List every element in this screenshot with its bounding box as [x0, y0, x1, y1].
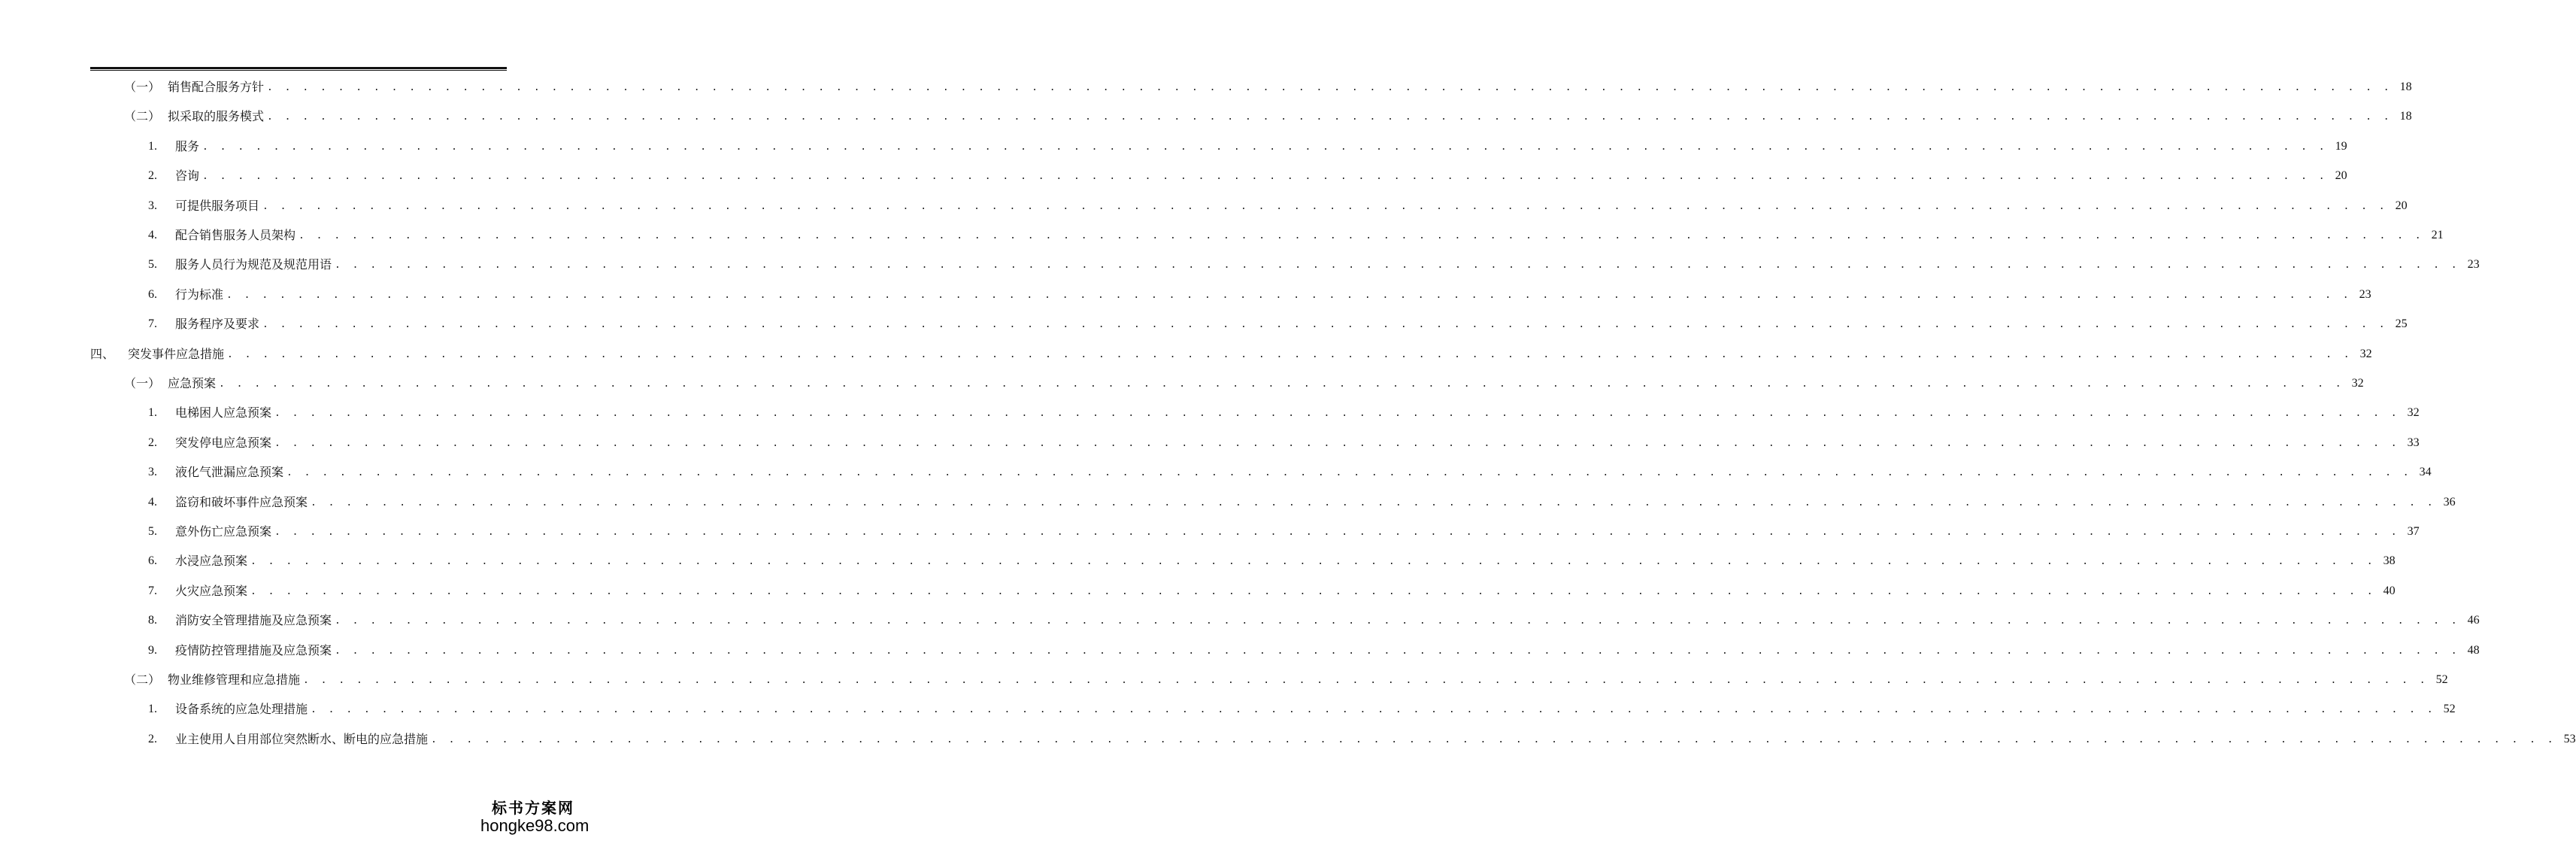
toc-entry-title: 配合销售服务人员架构	[175, 228, 296, 242]
toc-entry[interactable]	[148, 398, 2420, 427]
toc-entry-page: 32	[2359, 347, 2372, 360]
toc-entry-page: 34	[2419, 466, 2432, 479]
toc-entry-page: 23	[2359, 287, 2371, 301]
toc-entry-title: 服务程序及要求	[175, 317, 260, 332]
toc-entry[interactable]	[148, 250, 2480, 279]
toc-dot-leader: . . . . . . . . . . . . . . . . . . . . . . . . . . . . . . . . . . . . . . . . . . . . . . . . . . . . . . . . . . . . . . . . . . . . . . . . . . . . . . . . . . . . . . . . . . . . . . . . . . . . . . . . . . . . . . . . . . . . . . . .	[431, 733, 2556, 745]
toc-entry-number: 5.	[148, 525, 157, 538]
toc-dot-leader: . . . . . . . . . . . . . . . . . . . . . . . . . . . . . . . . . . . . . . . . . . . . . . . . . . . . . . . . . . . . . . . . . . . . . . . . . . . . . . . . . . . . . . . . . . . . . . . . . . . . . . . . . . . . . . . . . . . . . . . .	[303, 675, 2429, 686]
toc-entry-number: 2.	[148, 732, 157, 745]
site-watermark	[480, 799, 589, 835]
toc-entry[interactable]	[148, 606, 2480, 635]
toc-entry[interactable]	[148, 132, 2347, 161]
toc-entry-title: 服务	[175, 138, 200, 153]
toc-entry-title: 应急预案	[168, 376, 217, 390]
toc-entry-number: （二）	[124, 109, 161, 124]
toc-entry-page: 40	[2383, 584, 2396, 597]
toc-entry-page: 32	[2407, 406, 2420, 420]
toc-dot-leader: . . . . . . . . . . . . . . . . . . . . . . . . . . . . . . . . . . . . . . . . . . . . . . . . . . . . . . . . . . . . . . . . . . . . . . . . . . . . . . . . . . . . . . . . . . . . . . . . . . . . . . . . . . . . . . . . . . . . . . . .	[274, 437, 2400, 449]
toc-dot-leader: . . . . . . . . . . . . . . . . . . . . . . . . . . . . . . . . . . . . . . . . . . . . . . . . . . . . . . . . . . . . . . . . . . . . . . . . . . . . . . . . . . . . . . . . . . . . . . . . . . . . . . . . . . . . . . . . . . . . . . . .	[202, 171, 2328, 183]
toc-entry[interactable]	[90, 339, 2372, 369]
toc-entry-number: （一）	[124, 376, 161, 390]
toc-entry-page: 18	[2399, 110, 2412, 123]
toc-dot-leader: . . . . . . . . . . . . . . . . . . . . . . . . . . . . . . . . . . . . . . . . . . . . . . . . . . . . . . . . . . . . . . . . . . . . . . . . . . . . . . . . . . . . . . . . . . . . . . . . . . . . . . . . . . . . . . . . . . . . . . . .	[250, 585, 2376, 597]
toc-entry-title: 消防安全管理措施及应急预案	[175, 613, 332, 628]
toc-entry-number: 9.	[148, 643, 157, 657]
toc-entry-page: 48	[2467, 643, 2480, 657]
toc-entry[interactable]	[124, 369, 2364, 398]
toc-entry-page: 18	[2399, 80, 2412, 93]
toc-entry-number: （二）	[124, 672, 161, 687]
toc-entry-page: 23	[2467, 258, 2480, 272]
toc-entry-number: （一）	[124, 80, 161, 94]
toc-entry-page: 32	[2351, 377, 2364, 390]
toc-entry-number: 5.	[148, 258, 157, 272]
toc-entry[interactable]	[148, 724, 2576, 754]
toc-entry-number: 3.	[148, 466, 157, 479]
toc-entry-title: 水浸应急预案	[175, 554, 248, 569]
toc-dot-leader: . . . . . . . . . . . . . . . . . . . . . . . . . . . . . . . . . . . . . . . . . . . . . . . . . . . . . . . . . . . . . . . . . . . . . . . . . . . . . . . . . . . . . . . . . . . . . . . . . . . . . . . . . . . . . . . . . . . . . . . .	[299, 230, 2424, 241]
toc-entry-title: 意外伤亡应急预案	[175, 524, 272, 539]
toc-dot-leader: . . . . . . . . . . . . . . . . . . . . . . . . . . . . . . . . . . . . . . . . . . . . . . . . . . . . . . . . . . . . . . . . . . . . . . . . . . . . . . . . . . . . . . . . . . . . . . . . . . . . . . . . . . . . . . . . . . . . . . . .	[202, 141, 2328, 153]
toc-entry[interactable]	[148, 694, 2456, 724]
toc-entry-title: 服务人员行为规范及规范用语	[175, 257, 332, 272]
toc-entry-title: 火灾应急预案	[175, 583, 248, 598]
toc-dot-leader: . . . . . . . . . . . . . . . . . . . . . . . . . . . . . . . . . . . . . . . . . . . . . . . . . . . . . . . . . . . . . . . . . . . . . . . . . . . . . . . . . . . . . . . . . . . . . . . . . . . . . . . . . . . . . . . . . . . . . . . .	[274, 408, 2400, 420]
toc-entry-number: 1.	[148, 703, 157, 716]
toc-entry-title: 业主使用人自用部位突然断水、断电的应急措施	[175, 731, 429, 746]
toc-entry-number: 3.	[148, 199, 157, 212]
toc-entry-number: 2.	[148, 169, 157, 183]
toc-entry-title: 液化气泄漏应急预案	[175, 465, 284, 480]
toc-dot-leader: . . . . . . . . . . . . . . . . . . . . . . . . . . . . . . . . . . . . . . . . . . . . . . . . . . . . . . . . . . . . . . . . . . . . . . . . . . . . . . . . . . . . . . . . . . . . . . . . . . . . . . . . . . . . . . . . . . . . . . . .	[226, 289, 2352, 301]
toc-entry[interactable]	[148, 220, 2444, 250]
toc-entry-number: 6.	[148, 554, 157, 568]
toc-entry-title: 盗窃和破坏事件应急预案	[175, 494, 308, 509]
toc-entry-page: 19	[2335, 139, 2347, 153]
toc-dot-leader: . . . . . . . . . . . . . . . . . . . . . . . . . . . . . . . . . . . . . . . . . . . . . . . . . . . . . . . . . . . . . . . . . . . . . . . . . . . . . . . . . . . . . . . . . . . . . . . . . . . . . . . . . . . . . . . . . . . . . . . .	[335, 645, 2460, 657]
toc-entry-title: 行为标准	[175, 287, 224, 302]
toc-entry-title: 设备系统的应急处理措施	[175, 702, 308, 717]
toc-entry-number: 1.	[148, 139, 157, 153]
toc-entry-page: 37	[2407, 525, 2420, 538]
toc-entry[interactable]	[124, 102, 2412, 131]
toc-entry-title: 物业维修管理和应急措施	[168, 672, 301, 687]
toc-entry[interactable]	[148, 280, 2371, 309]
toc-entry-page: 21	[2431, 229, 2444, 241]
watermark-name: 标书方案网	[492, 799, 574, 817]
toc-entry-title: 可提供服务项目	[175, 198, 260, 213]
toc-dot-leader: . . . . . . . . . . . . . . . . . . . . . . . . . . . . . . . . . . . . . . . . . . . . . . . . . . . . . . . . . . . . . . . . . . . . . . . . . . . . . . . . . . . . . . . . . . . . . . . . . . . . . . . . . . . . . . . . . . . . . . . .	[262, 319, 2388, 331]
toc-entry[interactable]	[148, 546, 2396, 575]
toc-entry-title: 销售配合服务方针	[168, 80, 265, 94]
toc-entry-number: 四、	[90, 346, 115, 361]
toc-entry-number: 1.	[148, 406, 157, 420]
toc-entry-title: 拟采取的服务模式	[168, 109, 265, 124]
toc-entry-title: 咨询	[175, 168, 200, 184]
toc-entry-page: 46	[2467, 614, 2480, 627]
toc-dot-leader: . . . . . . . . . . . . . . . . . . . . . . . . . . . . . . . . . . . . . . . . . . . . . . . . . . . . . . . . . . . . . . . . . . . . . . . . . . . . . . . . . . . . . . . . . . . . . . . . . . . . . . . . . . . . . . . . . . . . . . . .	[286, 467, 2412, 479]
toc-dot-leader: . . . . . . . . . . . . . . . . . . . . . . . . . . . . . . . . . . . . . . . . . . . . . . . . . . . . . . . . . . . . . . . . . . . . . . . . . . . . . . . . . . . . . . . . . . . . . . . . . . . . . . . . . . . . . . . . . . . . . . . .	[267, 82, 2393, 93]
toc-entry[interactable]	[148, 576, 2396, 606]
toc-entry-page: 52	[2443, 703, 2456, 716]
toc-entry-title: 电梯困人应急预案	[175, 405, 272, 420]
toc-entry-page: 36	[2443, 495, 2456, 509]
toc-entry-title: 疫情防控管理措施及应急预案	[175, 642, 332, 657]
toc-entry[interactable]	[148, 428, 2420, 457]
toc-entry[interactable]	[124, 72, 2412, 102]
toc-entry[interactable]	[148, 517, 2420, 546]
toc-entry-page: 25	[2395, 317, 2408, 331]
toc-dot-leader: . . . . . . . . . . . . . . . . . . . . . . . . . . . . . . . . . . . . . . . . . . . . . . . . . . . . . . . . . . . . . . . . . . . . . . . . . . . . . . . . . . . . . . . . . . . . . . . . . . . . . . . . . . . . . . . . . . . . . . . .	[274, 527, 2400, 538]
toc-dot-leader: . . . . . . . . . . . . . . . . . . . . . . . . . . . . . . . . . . . . . . . . . . . . . . . . . . . . . . . . . . . . . . . . . . . . . . . . . . . . . . . . . . . . . . . . . . . . . . . . . . . . . . . . . . . . . . . . . . . . . . . .	[250, 556, 2376, 568]
toc-entry-page: 33	[2407, 436, 2420, 449]
toc-entry-page: 53	[2563, 732, 2576, 745]
header-double-rule	[90, 67, 507, 71]
toc-entry-title: 突发停电应急预案	[175, 435, 272, 450]
toc-dot-leader: . . . . . . . . . . . . . . . . . . . . . . . . . . . . . . . . . . . . . . . . . . . . . . . . . . . . . . . . . . . . . . . . . . . . . . . . . . . . . . . . . . . . . . . . . . . . . . . . . . . . . . . . . . . . . . . . . . . . . . . .	[227, 348, 2353, 360]
toc-entry-number: 6.	[148, 287, 157, 301]
toc-dot-leader: . . . . . . . . . . . . . . . . . . . . . . . . . . . . . . . . . . . . . . . . . . . . . . . . . . . . . . . . . . . . . . . . . . . . . . . . . . . . . . . . . . . . . . . . . . . . . . . . . . . . . . . . . . . . . . . . . . . . . . . .	[335, 260, 2460, 272]
toc-entry-number: 8.	[148, 614, 157, 627]
watermark-url: hongke98.com	[480, 816, 589, 835]
toc-entry[interactable]	[148, 636, 2480, 665]
toc-dot-leader: . . . . . . . . . . . . . . . . . . . . . . . . . . . . . . . . . . . . . . . . . . . . . . . . . . . . . . . . . . . . . . . . . . . . . . . . . . . . . . . . . . . . . . . . . . . . . . . . . . . . . . . . . . . . . . . . . . . . . . . .	[219, 378, 2344, 390]
toc-entry-page: 20	[2395, 199, 2408, 212]
toc-entry-page: 52	[2435, 673, 2448, 686]
toc-dot-leader: . . . . . . . . . . . . . . . . . . . . . . . . . . . . . . . . . . . . . . . . . . . . . . . . . . . . . . . . . . . . . . . . . . . . . . . . . . . . . . . . . . . . . . . . . . . . . . . . . . . . . . . . . . . . . . . . . . . . . . . .	[311, 496, 2436, 509]
toc-dot-leader: . . . . . . . . . . . . . . . . . . . . . . . . . . . . . . . . . . . . . . . . . . . . . . . . . . . . . . . . . . . . . . . . . . . . . . . . . . . . . . . . . . . . . . . . . . . . . . . . . . . . . . . . . . . . . . . . . . . . . . . .	[267, 111, 2393, 123]
toc-entry[interactable]	[148, 457, 2432, 487]
toc-entry[interactable]	[148, 309, 2408, 339]
toc-entry-title: 突发事件应急措施	[128, 346, 225, 361]
toc-entry-number: 7.	[148, 584, 157, 597]
toc-entry[interactable]	[148, 161, 2347, 190]
toc-entry[interactable]	[124, 665, 2448, 694]
toc-dot-leader: . . . . . . . . . . . . . . . . . . . . . . . . . . . . . . . . . . . . . . . . . . . . . . . . . . . . . . . . . . . . . . . . . . . . . . . . . . . . . . . . . . . . . . . . . . . . . . . . . . . . . . . . . . . . . . . . . . . . . . . .	[335, 615, 2460, 627]
toc-entry-number: 2.	[148, 436, 157, 449]
toc-entry-number: 4.	[148, 495, 157, 509]
toc-entry[interactable]	[148, 191, 2408, 220]
toc-dot-leader: . . . . . . . . . . . . . . . . . . . . . . . . . . . . . . . . . . . . . . . . . . . . . . . . . . . . . . . . . . . . . . . . . . . . . . . . . . . . . . . . . . . . . . . . . . . . . . . . . . . . . . . . . . . . . . . . . . . . . . . .	[262, 200, 2388, 212]
toc-dot-leader: . . . . . . . . . . . . . . . . . . . . . . . . . . . . . . . . . . . . . . . . . . . . . . . . . . . . . . . . . . . . . . . . . . . . . . . . . . . . . . . . . . . . . . . . . . . . . . . . . . . . . . . . . . . . . . . . . . . . . . . .	[311, 704, 2436, 716]
toc-entry-page: 38	[2383, 554, 2396, 568]
toc-entry[interactable]	[148, 487, 2456, 517]
toc-entry-number: 7.	[148, 317, 157, 331]
toc-entry-number: 4.	[148, 229, 157, 241]
toc-entry-page: 20	[2335, 169, 2347, 183]
